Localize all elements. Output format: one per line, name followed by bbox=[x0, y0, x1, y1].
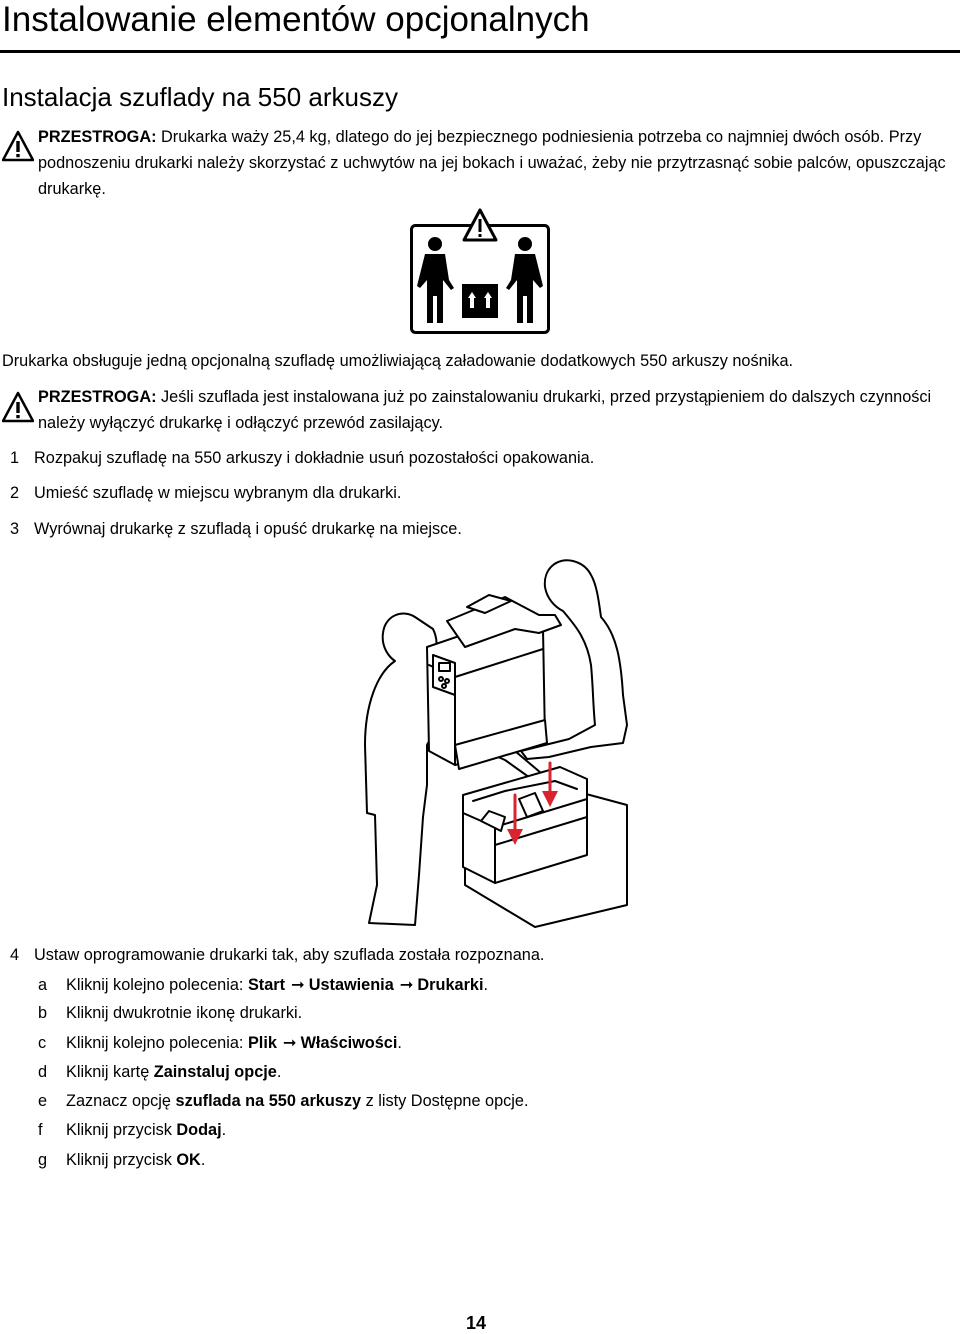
substep-d bbox=[38, 1063, 281, 1082]
substep-text: Kliknij kolejno polecenia: bbox=[66, 976, 244, 994]
page-number: 14 bbox=[466, 1313, 487, 1333]
substep-letter: f bbox=[38, 1121, 43, 1139]
substep-letter: b bbox=[38, 1004, 48, 1022]
substep-tail: z listy Dostępne opcje. bbox=[365, 1092, 529, 1110]
caution-power bbox=[38, 384, 950, 436]
substep-letter: a bbox=[38, 976, 48, 994]
substep-end: . bbox=[221, 1121, 227, 1139]
step-number: 1 bbox=[10, 449, 20, 467]
intro-paragraph: Drukarka obsługuje jedną opcjonalną szufladę umożliwiającą załadowanie dodatkowych 550 arkuszy nośnika. bbox=[2, 352, 794, 370]
menu-path-file: Plik bbox=[247, 1034, 277, 1052]
caution-text: Drukarka waży 25,4 kg, dlatego do jej bezpiecznego podniesienia potrzeba co najmniej dwóch osób. Przy podnoszeniu drukarki należy skorzystać z uchwytów na jej bokach i uważać, żeby nie przytrzasnąć sobie palców, opuszczając drukarkę. bbox=[38, 128, 946, 198]
substep-text: Zaznacz opcję bbox=[66, 1092, 171, 1110]
menu-path-properties: Właściwości bbox=[300, 1034, 398, 1052]
substep-text: Kliknij przycisk bbox=[66, 1151, 172, 1169]
caution-weight bbox=[38, 124, 950, 202]
step-1 bbox=[10, 449, 594, 468]
substep-c bbox=[38, 1033, 402, 1053]
arrow-right-icon: ➞ bbox=[282, 1034, 297, 1052]
substep-text: Kliknij kartę bbox=[66, 1063, 150, 1081]
ok-button-label: OK bbox=[176, 1151, 201, 1169]
menu-path-settings: Ustawienia bbox=[308, 976, 394, 994]
arrow-right-icon: ➞ bbox=[291, 976, 305, 994]
menu-path-start: Start bbox=[247, 976, 286, 994]
page-title: Instalowanie elementów opcjonalnych bbox=[2, 0, 590, 39]
substep-letter: e bbox=[38, 1092, 48, 1110]
title-rule bbox=[0, 50, 960, 53]
substep-end: . bbox=[483, 976, 489, 994]
substep-end: . bbox=[276, 1063, 282, 1081]
step-2 bbox=[10, 484, 401, 503]
substep-g bbox=[38, 1151, 205, 1170]
step-text: Rozpakuj szufladę na 550 arkuszy i dokładnie usuń pozostałości opakowania. bbox=[34, 449, 595, 467]
substep-text: Kliknij przycisk bbox=[66, 1121, 172, 1139]
warning-icon bbox=[2, 130, 34, 162]
section-title: Instalacja szuflady na 550 arkuszy bbox=[2, 82, 398, 112]
step-number: 3 bbox=[10, 520, 20, 538]
substep-end: . bbox=[200, 1151, 206, 1169]
caution-label: PRZESTROGA: bbox=[38, 128, 157, 146]
step-text: Umieść szufladę w miejscu wybranym dla drukarki. bbox=[34, 484, 402, 502]
two-person-lift-icon bbox=[410, 208, 550, 334]
add-button-label: Dodaj bbox=[176, 1121, 222, 1139]
printer-installation-illustration bbox=[355, 555, 635, 930]
step-text: Ustaw oprogramowanie drukarki tak, aby szuflada została rozpoznana. bbox=[34, 946, 545, 964]
substep-b bbox=[38, 1004, 302, 1023]
substep-end: . bbox=[397, 1034, 402, 1052]
substep-text: Kliknij dwukrotnie ikonę drukarki. bbox=[66, 1004, 303, 1022]
step-3 bbox=[10, 520, 462, 539]
tab-install-options: Zainstaluj opcje bbox=[153, 1063, 277, 1081]
arrow-right-icon: ➞ bbox=[399, 976, 414, 994]
warning-icon bbox=[2, 391, 34, 423]
step-text: Wyrównaj drukarkę z szufladą i opuść drukarkę na miejsce. bbox=[34, 520, 462, 538]
step-4 bbox=[10, 946, 544, 965]
substep-letter: g bbox=[38, 1151, 48, 1169]
substep-a bbox=[38, 975, 488, 995]
substep-letter: d bbox=[38, 1063, 48, 1081]
substep-f bbox=[38, 1121, 226, 1140]
step-number: 4 bbox=[10, 946, 20, 964]
substep-e bbox=[38, 1092, 528, 1111]
substep-text: Kliknij kolejno polecenia: bbox=[66, 1034, 244, 1052]
option-550-tray: szuflada na 550 arkuszy bbox=[175, 1092, 362, 1110]
substep-letter: c bbox=[38, 1034, 47, 1052]
menu-path-printers: Drukarki bbox=[417, 976, 484, 994]
caution-text: Jeśli szuflada jest instalowana już po zainstalowaniu drukarki, przed przystąpieniem do dalszych czynności należy wyłączyć drukarkę i odłączyć przewód zasilający. bbox=[38, 388, 932, 432]
step-number: 2 bbox=[10, 484, 20, 502]
caution-label: PRZESTROGA: bbox=[38, 388, 157, 406]
